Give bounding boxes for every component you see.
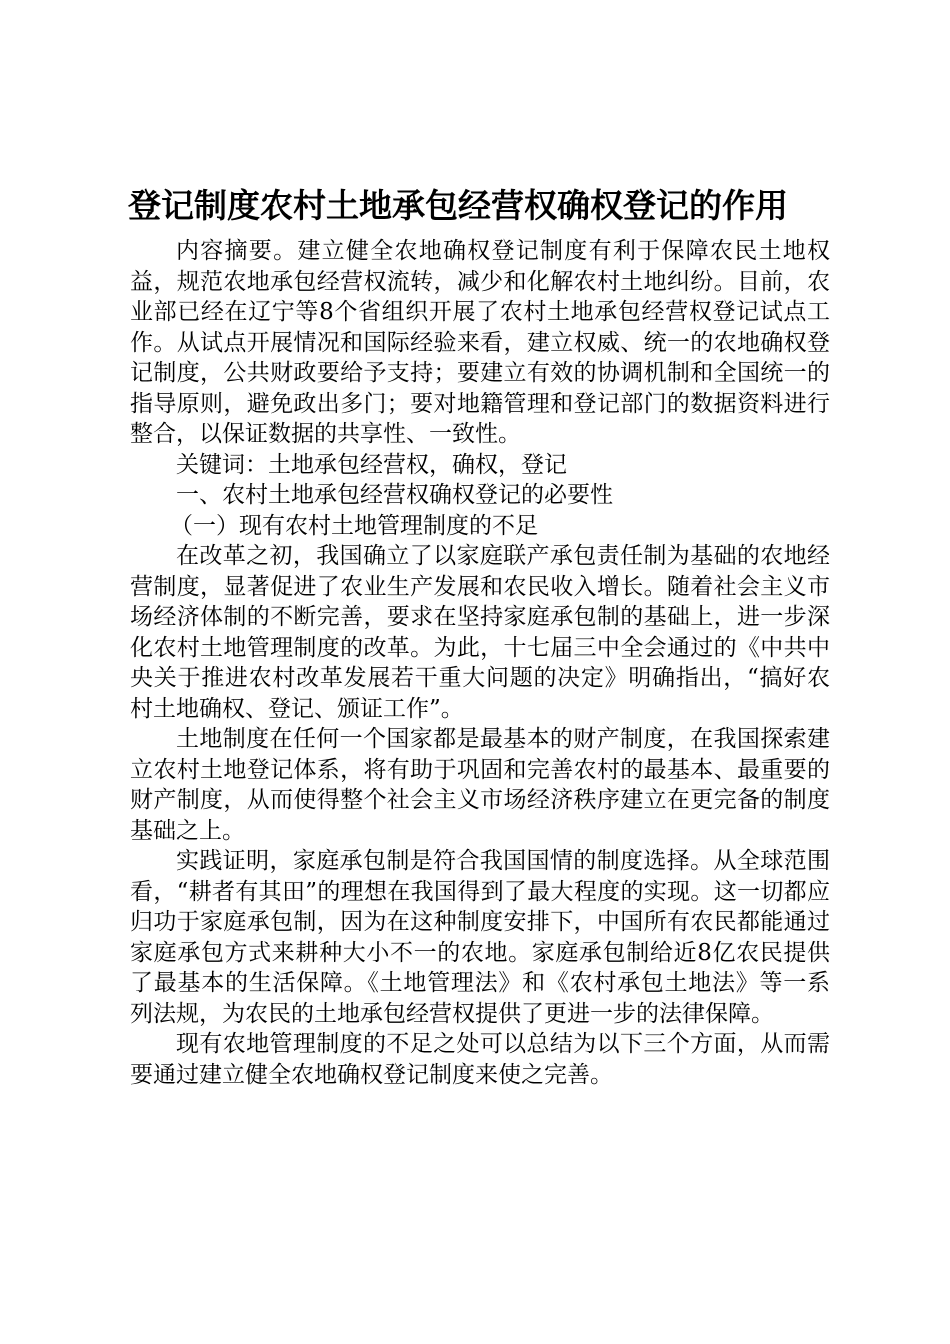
body-paragraph: 现有农地管理制度的不足之处可以总结为以下三个方面，从而需要通过建立健全农地确权登记制度来使之完善。	[130, 1031, 830, 1088]
subsection-heading: （一）现有农村土地管理制度的不足	[170, 512, 538, 539]
section-heading: 一、农村土地承包经营权确权登记的必要性	[176, 482, 613, 508]
body-paragraph: 实践证明，家庭承包制是符合我国国情的制度选择。从全球范围看，“耕者有其田”的理想在我国得到了最大程度的实现。这一切都应归功于家庭承包制，因为在这种制度安排下，中国所有农民都能通过家庭承包方式来耕种大小不一的农地。家庭承包制给近8亿农民提供了最基本的生活保障。《土地管理法》和《农村承包土地法》等一系列法规，为农民的土地承包经营权提供了更进一步的法律保障。	[130, 848, 830, 1027]
abstract-paragraph: 内容摘要。建立健全农地确权登记制度有利于保障农民土地权益，规范农地承包经营权流转，减少和化解农村土地纠纷。目前，农业部已经在辽宁等8个省组织开展了农村土地承包经营权登记试点工作。从试点开展情况和国际经验来看，建立权威、统一的农地确权登记制度，公共财政要给予支持；要建立有效的协调机制和全国统一的指导原则，避免政出多门；要对地籍管理和登记部门的数据资料进行整合，以保证数据的共享性、一致性。	[130, 238, 830, 447]
document-page	[130, 182, 830, 1090]
keywords-line: 关键词：土地承包经营权，确权，登记	[176, 451, 567, 478]
body-paragraph: 土地制度在任何一个国家都是最基本的财产制度，在我国探索建立农村土地登记体系，将有助于巩固和完善农村的最基本、最重要的财产制度，从而使得整个社会主义市场经济秩序建立在更完备的制度基础之上。	[130, 726, 830, 844]
document-title: 登记制度农村土地承包经营权确权登记的作用	[128, 186, 788, 225]
body-paragraph: 在改革之初，我国确立了以家庭联产承包责任制为基础的农地经营制度，显著促进了农业生产发展和农民收入增长。随着社会主义市场经济体制的不断完善，要求在坚持家庭承包制的基础上，进一步深化农村土地管理制度的改革。为此，十七届三中全会通过的《中共中央关于推进农村改革发展若干重大问题的决定》明确指出，“搞好农村土地确权、登记、颁证工作”。	[130, 543, 830, 722]
